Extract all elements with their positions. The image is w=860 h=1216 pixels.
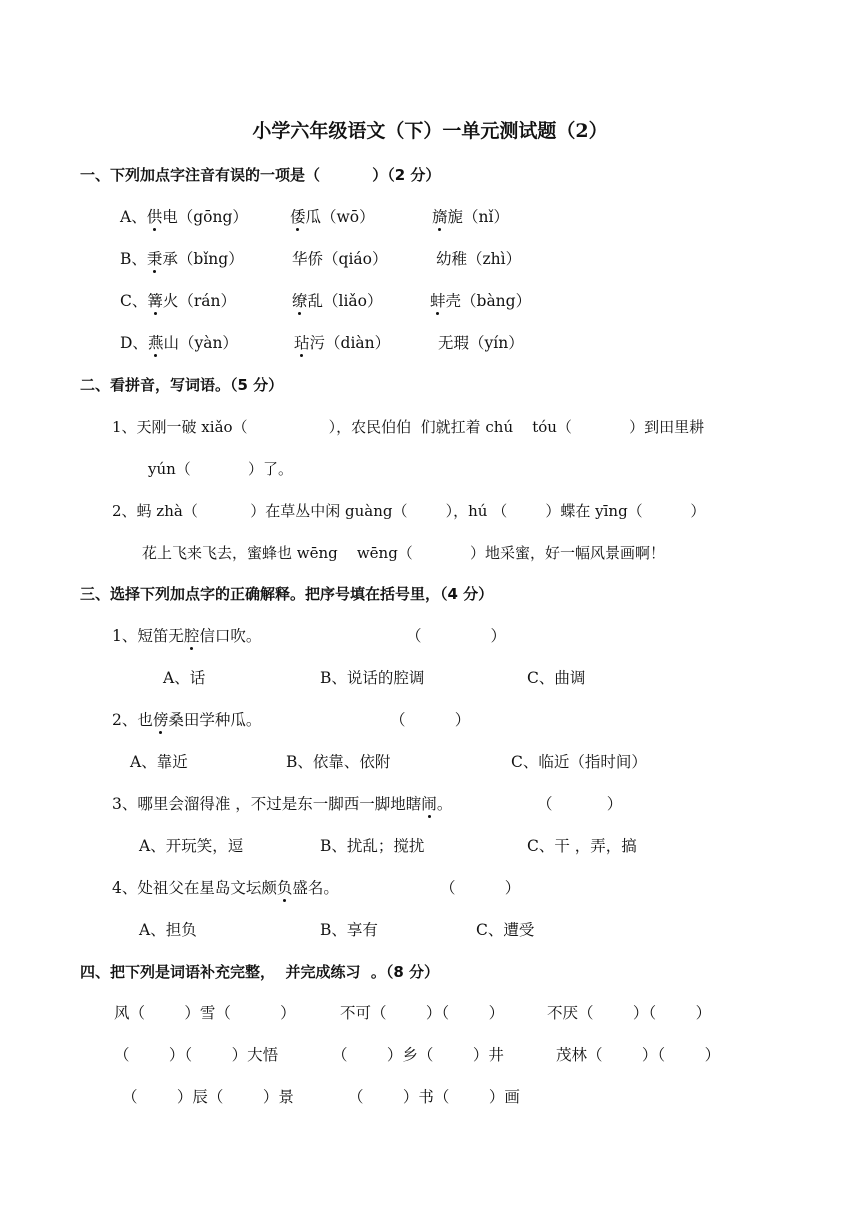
s3-q1-option-b: B、说话的腔调 xyxy=(320,669,425,687)
option-d-1: D、燕山（yàn） xyxy=(120,334,238,352)
s3-answer-2[interactable]: （ ） xyxy=(390,711,471,729)
s3-answer-3[interactable]: （ ） xyxy=(537,795,623,813)
s3-question-3: 3、哪里会溜得准 ，不过是东一脚西一脚地瞎闹。 xyxy=(112,795,453,813)
s3-q2-option-b: B、依靠、依附 xyxy=(286,753,391,771)
section-4-heading: 四、把下列是词语补充完整， 并完成练习 。（8 分） xyxy=(80,963,440,981)
section-1-heading: 一、下列加点字注音有误的一项是（ ）（2 分） xyxy=(80,166,441,184)
s3-q3-option-a: A、开玩笑，逗 xyxy=(139,837,244,855)
option-c-1: C、篝火（rán） xyxy=(120,292,237,310)
section-3-heading: 三、选择下列加点字的正确解释。把序号填在括号里，（4 分） xyxy=(80,585,494,603)
idiom-5[interactable]: （ ）乡（ ）井 xyxy=(332,1046,504,1064)
section-2-heading: 二、看拼音，写词语。（5 分） xyxy=(80,376,284,394)
idiom-4[interactable]: （ ）（ ）大悟 xyxy=(114,1046,279,1064)
s3-q2-option-a: A、靠近 xyxy=(130,753,188,771)
s3-answer-4[interactable]: （ ） xyxy=(440,879,521,897)
option-b-2: 华侨（qiáo） xyxy=(292,250,388,268)
s3-question-1: 1、短笛无腔信口吹。 xyxy=(112,627,262,645)
idiom-6[interactable]: 茂林（ ）（ ） xyxy=(556,1046,721,1064)
option-d-2: 玷污（diàn） xyxy=(294,334,391,352)
option-a-2: 倭瓜（wō） xyxy=(290,208,375,226)
s3-q2-option-c: C、临近（指时间） xyxy=(511,753,647,771)
s2-line-3: 2、蚂 zhà（ ）在草丛中闲 guàng（ ），hú （ ）蝶在 yīng（ ） xyxy=(112,502,706,520)
s2-line-2: yún（ ）了。 xyxy=(148,460,294,478)
s3-question-4: 4、处祖父在星岛文坛颇负盛名。 xyxy=(112,879,339,897)
option-b-3: 幼稚（zhì） xyxy=(436,250,522,268)
s3-question-2: 2、也傍桑田学种瓜。 xyxy=(112,711,262,729)
idiom-3[interactable]: 不厌（ ）（ ） xyxy=(547,1004,712,1022)
idiom-2[interactable]: 不可（ ）（ ） xyxy=(340,1004,505,1022)
s3-q3-option-c: C、干 ，弄，搞 xyxy=(527,837,637,855)
option-c-3: 蚌壳（bàng） xyxy=(430,292,532,310)
s2-line-4: 花上飞来飞去，蜜蜂也 wēng wēng（ ）地采蜜，好一幅风景画啊！ xyxy=(142,544,666,562)
idiom-1[interactable]: 风（ ）雪（ ） xyxy=(114,1004,296,1022)
option-c-2: 缭乱（liǎo） xyxy=(292,292,383,310)
s3-q4-option-a: A、担负 xyxy=(139,921,197,939)
s3-q4-option-b: B、享有 xyxy=(320,921,378,939)
option-b-1: B、秉承（bǐng） xyxy=(120,250,244,268)
s2-line-1: 1、天刚一破 xiǎo（ ），农民伯伯 们就扛着 chú tóu（ ）到田里耕 xyxy=(112,418,705,436)
s3-q1-option-a: A、话 xyxy=(163,669,206,687)
s3-q3-option-b: B、扰乱；搅扰 xyxy=(320,837,425,855)
option-a-1: A、供电（gōng） xyxy=(120,208,248,226)
s3-answer-1[interactable]: （ ） xyxy=(406,627,506,645)
idiom-8[interactable]: （ ）书（ ）画 xyxy=(348,1088,520,1106)
idiom-7[interactable]: （ ）辰（ ）景 xyxy=(122,1088,294,1106)
option-d-3: 无瑕（yín） xyxy=(438,334,524,352)
s3-q4-option-c: C、遭受 xyxy=(476,921,535,939)
s3-q1-option-c: C、曲调 xyxy=(527,669,586,687)
option-a-3: 旖旎（nǐ） xyxy=(432,208,509,226)
page-title: 小学六年级语文（下）一单元测试题（2） xyxy=(252,120,608,142)
